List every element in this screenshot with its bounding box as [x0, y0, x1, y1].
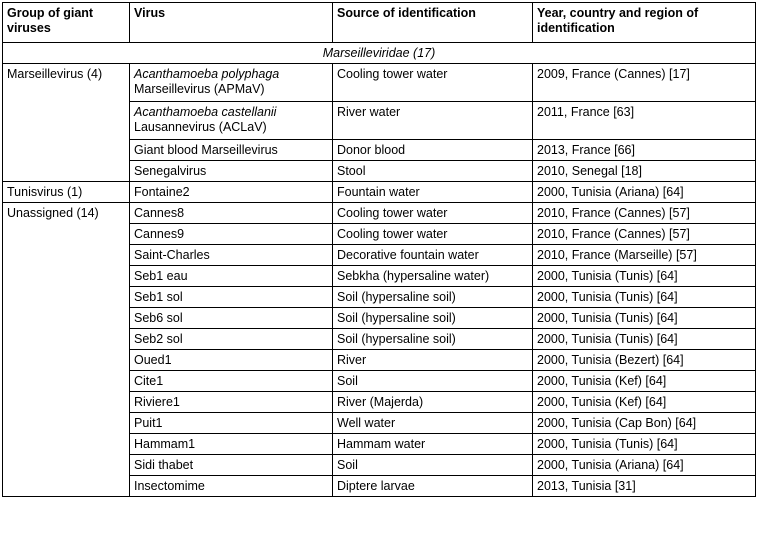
source-cell: Fountain water [333, 182, 533, 203]
header-row [3, 3, 756, 43]
header-group: Group of giant viruses [3, 3, 130, 43]
year-cell: 2010, France (Cannes) [57] [533, 224, 756, 245]
year-cell: 2000, Tunisia (Bezert) [64] [533, 350, 756, 371]
virus-cell: Seb1 sol [130, 287, 333, 308]
year-cell: 2013, Tunisia [31] [533, 476, 756, 497]
table-row [3, 203, 756, 224]
giant-virus-table [2, 2, 756, 497]
virus-cell: Saint-Charles [130, 245, 333, 266]
virus-cell: Cite1 [130, 371, 333, 392]
family-row [3, 43, 756, 64]
source-cell: River [333, 350, 533, 371]
year-cell: 2000, Tunisia (Tunis) [64] [533, 266, 756, 287]
virus-cell: Fontaine2 [130, 182, 333, 203]
year-cell: 2010, France (Marseille) [57] [533, 245, 756, 266]
group-cell: Tunisvirus (1) [3, 182, 130, 203]
source-cell: Soil [333, 371, 533, 392]
table-row [3, 182, 756, 203]
year-cell: 2000, Tunisia (Ariana) [64] [533, 455, 756, 476]
source-cell: Cooling tower water [333, 224, 533, 245]
virus-cell [130, 64, 333, 102]
source-cell: Decorative fountain water [333, 245, 533, 266]
family-label: Marseilleviridae (17) [3, 43, 756, 64]
source-cell: Stool [333, 161, 533, 182]
virus-species: Acanthamoeba castellanii [134, 105, 277, 119]
year-cell: 2013, France [66] [533, 140, 756, 161]
source-cell: Cooling tower water [333, 64, 533, 102]
group-cell: Unassigned (14) [3, 203, 130, 497]
virus-cell: Riviere1 [130, 392, 333, 413]
year-cell: 2000, Tunisia (Cap Bon) [64] [533, 413, 756, 434]
virus-name: Lausannevirus (ACLaV) [134, 120, 267, 134]
header-source: Source of identification [333, 3, 533, 43]
virus-cell: Sidi thabet [130, 455, 333, 476]
virus-cell: Senegalvirus [130, 161, 333, 182]
year-cell: 2000, Tunisia (Ariana) [64] [533, 182, 756, 203]
source-cell: River water [333, 102, 533, 140]
source-cell: Cooling tower water [333, 203, 533, 224]
year-cell: 2000, Tunisia (Tunis) [64] [533, 329, 756, 350]
virus-cell: Insectomime [130, 476, 333, 497]
year-cell: 2000, Tunisia (Kef) [64] [533, 392, 756, 413]
year-cell: 2000, Tunisia (Tunis) [64] [533, 434, 756, 455]
virus-cell: Seb6 sol [130, 308, 333, 329]
source-cell: River (Majerda) [333, 392, 533, 413]
source-cell: Soil (hypersaline soil) [333, 329, 533, 350]
virus-cell: Seb2 sol [130, 329, 333, 350]
group-cell: Marseillevirus (4) [3, 64, 130, 182]
year-cell: 2000, Tunisia (Tunis) [64] [533, 308, 756, 329]
source-cell: Well water [333, 413, 533, 434]
source-cell: Hammam water [333, 434, 533, 455]
virus-name: Marseillevirus (APMaV) [134, 82, 265, 96]
virus-cell [130, 102, 333, 140]
year-cell: 2010, Senegal [18] [533, 161, 756, 182]
year-cell: 2011, France [63] [533, 102, 756, 140]
source-cell: Diptere larvae [333, 476, 533, 497]
header-virus: Virus [130, 3, 333, 43]
source-cell: Soil (hypersaline soil) [333, 308, 533, 329]
virus-species: Acanthamoeba polyphaga [134, 67, 280, 81]
year-cell: 2010, France (Cannes) [57] [533, 203, 756, 224]
virus-cell: Hammam1 [130, 434, 333, 455]
table-row [3, 64, 756, 102]
virus-cell: Cannes9 [130, 224, 333, 245]
source-cell: Soil [333, 455, 533, 476]
year-cell: 2000, Tunisia (Tunis) [64] [533, 287, 756, 308]
source-cell: Soil (hypersaline soil) [333, 287, 533, 308]
year-cell: 2009, France (Cannes) [17] [533, 64, 756, 102]
virus-cell: Giant blood Marseillevirus [130, 140, 333, 161]
virus-cell: Seb1 eau [130, 266, 333, 287]
header-year: Year, country and region of identification [533, 3, 756, 43]
year-cell: 2000, Tunisia (Kef) [64] [533, 371, 756, 392]
source-cell: Donor blood [333, 140, 533, 161]
virus-cell: Puit1 [130, 413, 333, 434]
virus-cell: Oued1 [130, 350, 333, 371]
source-cell: Sebkha (hypersaline water) [333, 266, 533, 287]
virus-cell: Cannes8 [130, 203, 333, 224]
